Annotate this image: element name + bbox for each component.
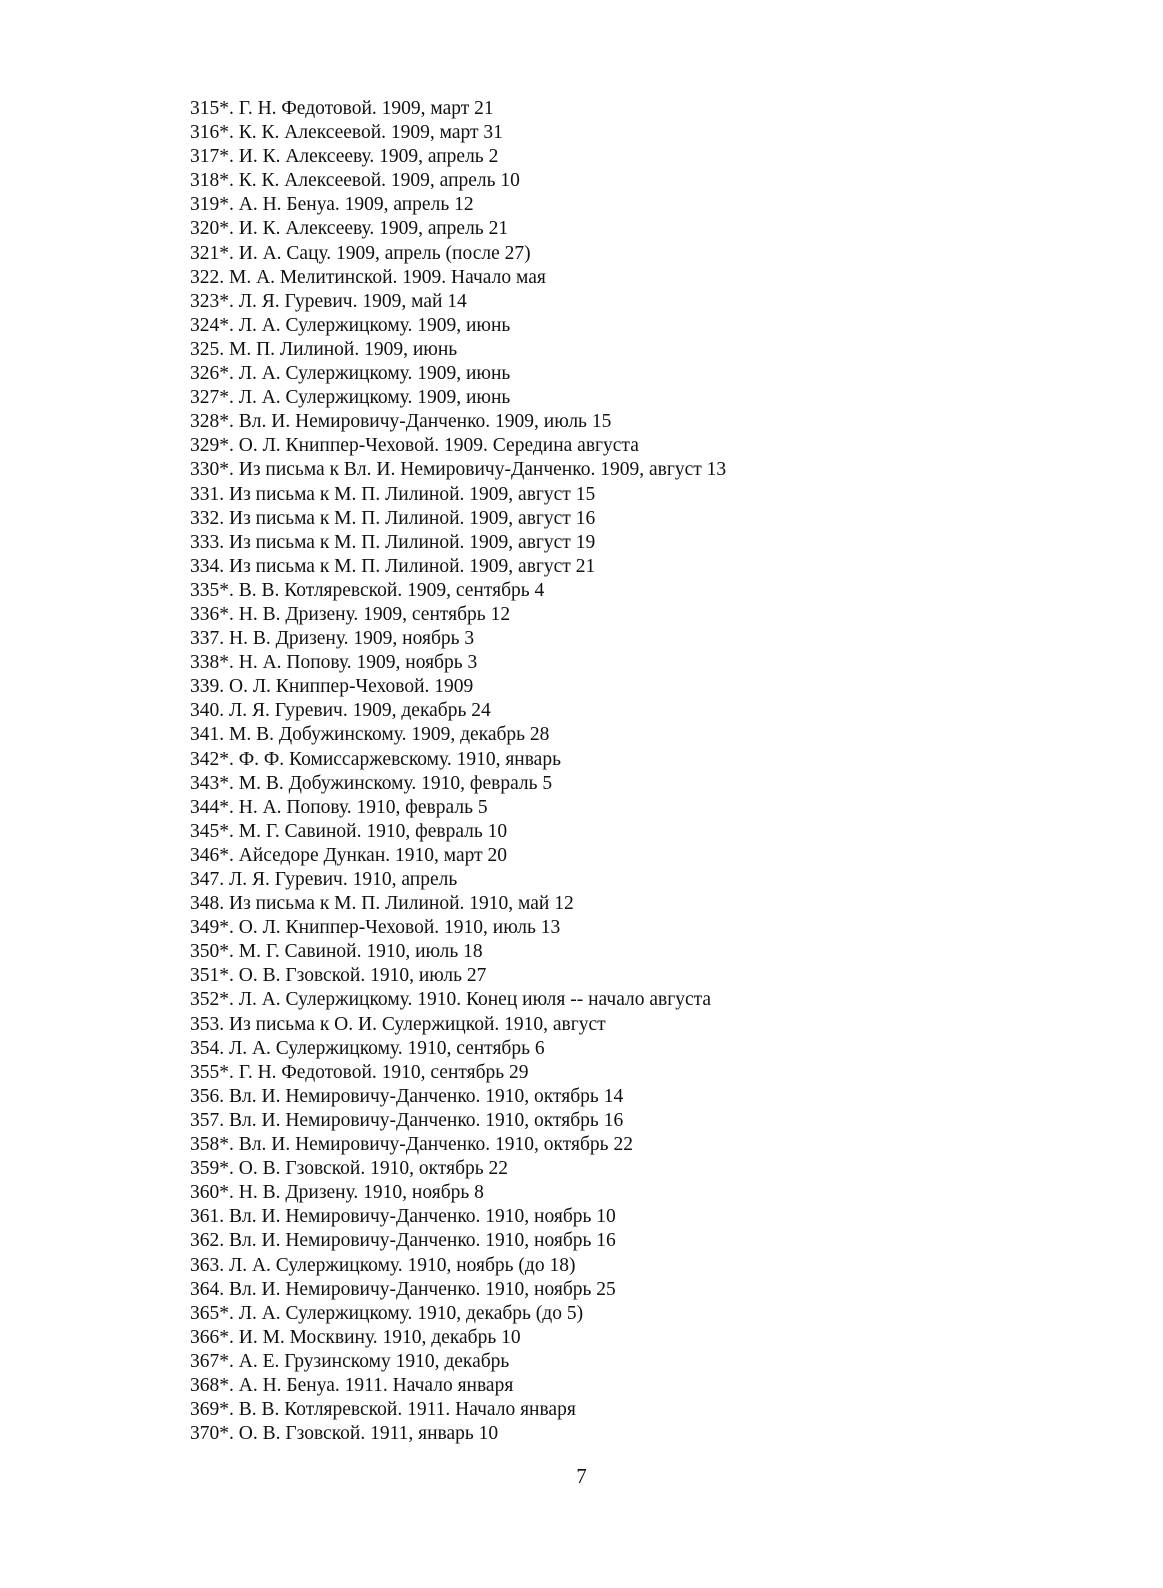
letter-entry: 355*. Г. Н. Федотовой. 1910, сентябрь 29 [190, 1061, 529, 1083]
letter-entry: 336*. Н. В. Дризену. 1909, сентябрь 12 [190, 603, 511, 625]
letter-entry: 347. Л. Я. Гуревич. 1910, апрель [190, 869, 458, 890]
letter-entry: 330*. Из письма к Вл. И. Немировичу-Данченко. 1909, август 13 [190, 459, 727, 481]
page-number: 7 [576, 1464, 587, 1488]
letter-entry: 364. Вл. И. Немировичу-Данченко. 1910, ноябрь 25 [190, 1278, 616, 1300]
letter-entry: 325. М. П. Лилиной. 1909, июнь [190, 338, 458, 360]
letter-entry: 360*. Н. В. Дризену. 1910, ноябрь 8 [190, 1182, 484, 1204]
letter-entry: 338*. Н. А. Попову. 1909, ноябрь 3 [190, 652, 478, 674]
letter-entry: 323*. Л. Я. Гуревич. 1909, май 14 [190, 290, 467, 312]
letter-entry: 321*. И. А. Сацу. 1909, апрель (после 27) [190, 242, 531, 264]
letter-entry: 343*. М. В. Добужинскому. 1910, февраль 5 [190, 772, 553, 794]
letter-entry: 345*. М. Г. Савиной. 1910, февраль 10 [190, 820, 508, 842]
letter-entry: 348. Из письма к М. П. Лилиной. 1910, май 12 [190, 893, 574, 915]
letter-entry: 369*. В. В. Котляревской. 1911. Начало января [190, 1399, 576, 1421]
letter-entry: 319*. А. Н. Бенуа. 1909, апрель 12 [190, 194, 474, 216]
letter-entry: 370*. О. В. Гзовской. 1911, январь 10 [190, 1423, 499, 1445]
letter-entry: 326*. Л. А. Сулержицкому. 1909, июнь [190, 363, 511, 385]
letter-entry: 354. Л. А. Сулержицкому. 1910, сентябрь 6 [190, 1037, 545, 1059]
letter-entry: 368*. А. Н. Бенуа. 1911. Начало января [190, 1374, 514, 1396]
letter-entry: 366*. И. М. Москвину. 1910, декабрь 10 [190, 1326, 521, 1348]
letter-entry: 365*. Л. А. Сулержицкому. 1910, декабрь (до 5) [190, 1302, 584, 1324]
letter-entry: 352*. Л. А. Сулержицкому. 1910. Конец июля -- начало августа [190, 989, 712, 1011]
letter-entry: 346*. Айседоре Дункан. 1910, март 20 [190, 844, 508, 866]
letter-entry: 328*. Вл. И. Немировичу-Данченко. 1909, июль 15 [190, 411, 612, 433]
letter-entry: 315*. Г. Н. Федотовой. 1909, март 21 [190, 98, 494, 119]
letter-entry: 342*. Ф. Ф. Комиссаржевскому. 1910, январь [190, 748, 561, 770]
letter-entry: 329*. О. Л. Книппер-Чеховой. 1909. Середина августа [190, 435, 639, 457]
letter-entry: 344*. Н. А. Попову. 1910, февраль 5 [190, 796, 488, 818]
letter-entry: 335*. В. В. Котляревской. 1909, сентябрь 4 [190, 579, 545, 601]
letter-entry: 359*. О. В. Гзовской. 1910, октябрь 22 [190, 1158, 509, 1180]
letter-entry: 356. Вл. И. Немировичу-Данченко. 1910, октябрь 14 [190, 1085, 624, 1107]
letter-entry: 332. Из письма к М. П. Лилиной. 1909, август 16 [190, 507, 596, 529]
letter-entry: 318*. К. К. Алексеевой. 1909, апрель 10 [190, 170, 520, 192]
letter-entry: 350*. М. Г. Савиной. 1910, июль 18 [190, 941, 483, 963]
letter-entry: 353. Из письма к О. И. Сулержицкой. 1910, август [190, 1013, 606, 1035]
letter-entry: 333. Из письма к М. П. Лилиной. 1909, август 19 [190, 531, 596, 553]
letter-entry: 363. Л. А. Сулержицкому. 1910, ноябрь (до 18) [190, 1254, 576, 1276]
letter-entry: 349*. О. Л. Книппер-Чеховой. 1910, июль 13 [190, 917, 561, 939]
letter-entry: 324*. Л. А. Сулержицкому. 1909, июнь [190, 314, 511, 336]
letter-entry: 337. Н. В. Дризену. 1909, ноябрь 3 [190, 628, 475, 650]
letter-entry: 361. Вл. И. Немировичу-Данченко. 1910, ноябрь 10 [190, 1206, 616, 1228]
letter-entry: 339. О. Л. Книппер-Чеховой. 1909 [190, 676, 474, 698]
letters-index-list [190, 97, 726, 1446]
letter-entry: 331. Из письма к М. П. Лилиной. 1909, август 15 [190, 483, 596, 505]
letter-entry: 327*. Л. А. Сулержицкому. 1909, июнь [190, 387, 511, 409]
letter-entry: 320*. И. К. Алексееву. 1909, апрель 21 [190, 218, 509, 240]
letter-entry: 341. М. В. Добужинскому. 1909, декабрь 28 [190, 724, 550, 746]
letter-entry: 317*. И. К. Алексееву. 1909, апрель 2 [190, 146, 499, 168]
letter-entry: 362. Вл. И. Немировичу-Данченко. 1910, ноябрь 16 [190, 1230, 616, 1252]
letter-entry: 316*. К. К. Алексеевой. 1909, март 31 [190, 122, 503, 144]
letter-entry: 351*. О. В. Гзовской. 1910, июль 27 [190, 965, 487, 987]
letter-entry: 358*. Вл. И. Немировичу-Данченко. 1910, октябрь 22 [190, 1134, 633, 1156]
letter-entry: 367*. А. Е. Грузинскому 1910, декабрь [190, 1350, 510, 1372]
letter-entry: 340. Л. Я. Гуревич. 1909, декабрь 24 [190, 700, 491, 722]
letter-entry: 334. Из письма к М. П. Лилиной. 1909, август 21 [190, 555, 596, 577]
letter-entry: 322. М. А. Мелитинской. 1909. Начало мая [190, 266, 546, 288]
letter-entry: 357. Вл. И. Немировичу-Данченко. 1910, октябрь 16 [190, 1109, 624, 1131]
